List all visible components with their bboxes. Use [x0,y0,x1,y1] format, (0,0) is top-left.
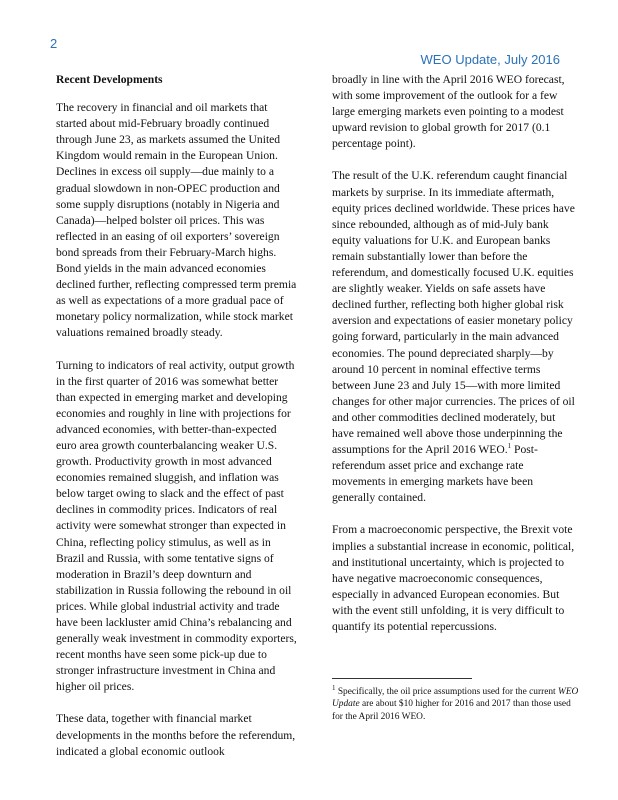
footnote-number: 1 [332,683,336,692]
paragraph-referendum [332,168,578,506]
footnote-italic-title: WEO Update [332,687,579,710]
page-number: 2 [50,36,58,51]
footnote-text-continued: are about $10 higher for 2016 and 2017 than those used for the April 2016 WEO. [332,699,571,722]
paragraph-real-activity: Turning to indicators of real activity, output growth in the first quarter of 2016 was somewhat better than expected in emerging market and developing economies and roughly in line with projections for advanced economies, with better-than-expected euro area growth counterbalancing weaker U.S. growth. Productivity growth in most advanced economies remained sluggish, and inflation was below target owing to slack and the effect of past declines in commodity prices. Indicators of real activity were somewhat stronger than expected in China, reflecting policy stimulus, as well as in Brazil and Russia, with some tentative signs of moderation in Brazil’s deep downturn and stabilization in Russia following the rebound in oil prices. While global industrial activity and trade have been lackluster amid China’s rebalancing and generally weak investment in commodity exporters, recent months have seen some pick-up due to stronger infrastructure investment in China and higher oil prices. [56,358,297,694]
section-heading: Recent Developments [56,73,163,86]
running-header: WEO Update, July 2016 [420,52,560,67]
referendum-text-continued: Post-referendum asset price and exchange rate movements in emerging markets have been generally contained. [332,443,538,505]
footnote-divider [332,678,472,679]
footnote-text: Specifically, the oil price assumptions used for the current [335,687,559,697]
left-column [56,72,298,776]
footnote [332,683,580,723]
paragraph-outlook-start: These data, together with financial market developments in the months before the referendum, indicated a global economic outlook [56,712,296,758]
right-column [332,72,578,651]
paragraph-outlook-continued: broadly in line with the April 2016 WEO forecast, with some improvement of the outlook for a few large emerging markets even pointing to a modest upward revision to global growth for 2017 (0.1 percentage point). [332,73,565,151]
paragraph-brexit: From a macroeconomic perspective, the Brexit vote implies a substantial increase in economic, political, and institutional uncertainty, which is projected to have negative macroeconomic consequences, especially in advanced European economies. But with the event still unfolding, it is very difficult to quantify its potential repercussions. [332,523,575,633]
footnote-reference[interactable]: 1 [507,442,512,451]
referendum-text: The result of the U.K. referendum caught financial markets by surprise. In its immediate aftermath, equity prices declined worldwide. These prices have since rebounded, although as of mid-July bank equity valuations for U.K. and European banks remain substantially lower than before the referendum, and domestically focused U.K. equities are slightly weaker. Yields on safe assets have declined further, reflecting both higher global risk aversion and expectations of easier monetary policy going forward, particularly in the main advanced economies. The pound depreciated sharply—by around 10 percent in nominal effective terms between June 23 and July 15—with more limited changes for other major currencies. The prices of oil and other commodities declined moderately, but have remained well above those underpinning the assumptions for the April 2016 WEO. [332,169,575,457]
paragraph-recovery: The recovery in financial and oil markets that started about mid-February broadly continued through June 23, as markets assumed the United Kingdom would remain in the European Union. Declines in excess oil supply—due mainly to a gradual slowdown in non-OPEC production and some supply disruptions (notably in Nigeria and Canada)—helped bolster oil prices. This was reflected in an easing of oil exporters’ sovereign bond spreads from their February-March highs. Bond yields in the main advanced economies declined further, reflecting compressed term premia as well as expectations of a more gradual pace of monetary policy normalization, while stock market valuations remained broadly steady. [56,101,297,340]
